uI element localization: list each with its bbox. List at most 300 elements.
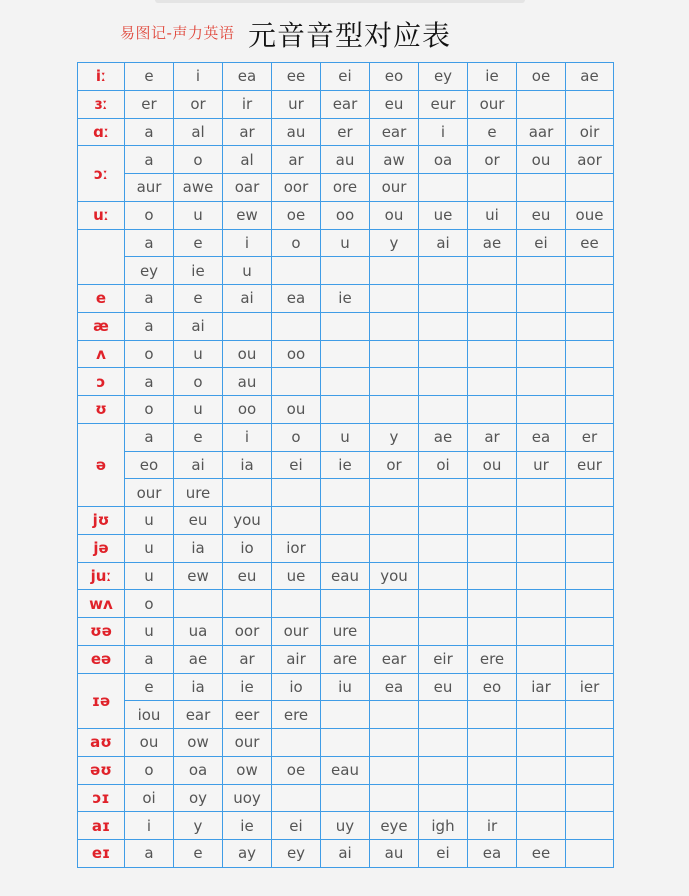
spelling-cell: ia (223, 451, 272, 479)
spelling-cell: ear (321, 90, 370, 118)
spelling-cell: al (223, 146, 272, 174)
spelling-cell (468, 257, 517, 285)
vowel-symbol-cell: ɪə (78, 673, 125, 729)
spelling-cell (468, 368, 517, 396)
spelling-cell (566, 590, 614, 618)
spelling-cell (419, 756, 468, 784)
spelling-cell (566, 479, 614, 507)
spelling-cell (272, 784, 321, 812)
header (0, 14, 689, 54)
vowel-symbol-cell: jʊ (78, 507, 125, 535)
table-row (78, 645, 614, 673)
table-row (78, 63, 614, 91)
spelling-cell (272, 590, 321, 618)
spelling-cell: o (125, 201, 174, 229)
spelling-cell: u (223, 257, 272, 285)
spelling-cell: a (125, 285, 174, 313)
spelling-cell: oir (566, 118, 614, 146)
spelling-cell: ae (468, 229, 517, 257)
spelling-cell: au (370, 840, 419, 868)
spelling-cell (321, 701, 370, 729)
spelling-cell: awe (174, 174, 223, 202)
spelling-cell: o (174, 368, 223, 396)
spelling-cell (566, 840, 614, 868)
spelling-cell (566, 507, 614, 535)
spelling-cell: ue (419, 201, 468, 229)
spelling-cell (566, 534, 614, 562)
spelling-cell (419, 729, 468, 757)
spelling-cell: a (125, 423, 174, 451)
table-row (78, 229, 614, 257)
table-row (78, 201, 614, 229)
spelling-cell: ia (174, 673, 223, 701)
spelling-cell: u (125, 562, 174, 590)
table-row (78, 118, 614, 146)
spelling-cell (566, 562, 614, 590)
spelling-cell: i (125, 812, 174, 840)
spelling-cell (321, 340, 370, 368)
spelling-cell: eu (517, 201, 566, 229)
spelling-cell: ia (174, 534, 223, 562)
spelling-cell: ie (468, 63, 517, 91)
table-row (78, 590, 614, 618)
spelling-cell: au (223, 368, 272, 396)
spelling-cell: a (125, 118, 174, 146)
table-row (78, 673, 614, 701)
spelling-cell: ear (370, 645, 419, 673)
spelling-cell: ir (223, 90, 272, 118)
spelling-cell: you (223, 507, 272, 535)
spelling-cell (321, 507, 370, 535)
spelling-cell: ie (223, 673, 272, 701)
spelling-cell: ai (174, 312, 223, 340)
vowel-symbol-cell: iː (78, 63, 125, 91)
spelling-cell (370, 257, 419, 285)
spelling-cell: a (125, 840, 174, 868)
spelling-cell: e (125, 63, 174, 91)
table-row (78, 812, 614, 840)
spelling-cell (566, 396, 614, 424)
spelling-cell: aw (370, 146, 419, 174)
spelling-cell: ee (517, 840, 566, 868)
spelling-cell (370, 507, 419, 535)
spelling-cell: ee (566, 229, 614, 257)
spelling-cell: oor (223, 618, 272, 646)
spelling-cell (419, 396, 468, 424)
spelling-cell: eu (223, 562, 272, 590)
spelling-cell: oo (272, 340, 321, 368)
table-row (78, 340, 614, 368)
spelling-cell: o (272, 229, 321, 257)
spelling-cell (370, 784, 419, 812)
spelling-cell (321, 479, 370, 507)
spelling-cell: er (321, 118, 370, 146)
spelling-cell: al (174, 118, 223, 146)
spelling-cell (566, 756, 614, 784)
spelling-cell (321, 534, 370, 562)
spelling-cell (419, 618, 468, 646)
spelling-cell: ei (419, 840, 468, 868)
spelling-cell: a (125, 645, 174, 673)
spelling-cell (566, 784, 614, 812)
spelling-cell: our (125, 479, 174, 507)
spelling-cell: our (223, 729, 272, 757)
spelling-cell (419, 174, 468, 202)
spelling-cell (370, 729, 419, 757)
spelling-cell: y (370, 229, 419, 257)
table-row (78, 312, 614, 340)
spelling-cell: ure (174, 479, 223, 507)
spelling-cell (517, 396, 566, 424)
spelling-cell: i (419, 118, 468, 146)
spelling-cell: iou (125, 701, 174, 729)
vowel-symbol-cell: ə (78, 423, 125, 506)
spelling-cell: ore (321, 174, 370, 202)
spelling-cell: oo (223, 396, 272, 424)
spelling-cell (468, 534, 517, 562)
spelling-cell: io (272, 673, 321, 701)
spelling-cell (566, 729, 614, 757)
spelling-cell: o (125, 396, 174, 424)
spelling-cell: e (174, 423, 223, 451)
spelling-cell: oy (174, 784, 223, 812)
spelling-cell: are (321, 645, 370, 673)
spelling-cell (419, 784, 468, 812)
spelling-cell (321, 368, 370, 396)
table-row (78, 701, 614, 729)
vowel-symbol-cell: uː (78, 201, 125, 229)
spelling-cell: air (272, 645, 321, 673)
spelling-cell (468, 312, 517, 340)
vowel-symbol-cell: ʊ (78, 396, 125, 424)
spelling-cell (566, 174, 614, 202)
spelling-cell: o (125, 340, 174, 368)
spelling-cell (272, 312, 321, 340)
spelling-cell (566, 645, 614, 673)
vowel-symbol-cell (78, 229, 125, 285)
table-row (78, 618, 614, 646)
spelling-cell: eye (370, 812, 419, 840)
spelling-cell: y (370, 423, 419, 451)
spelling-cell: ei (272, 451, 321, 479)
spelling-cell (566, 90, 614, 118)
spelling-cell: ea (468, 840, 517, 868)
spelling-cell: ea (272, 285, 321, 313)
vowel-symbol-cell: ɔ (78, 368, 125, 396)
spelling-cell: ie (321, 451, 370, 479)
spelling-cell: ou (125, 729, 174, 757)
vowel-symbol-cell: əʊ (78, 756, 125, 784)
spelling-cell (566, 340, 614, 368)
table-row (78, 562, 614, 590)
spelling-cell: uy (321, 812, 370, 840)
spelling-cell: o (272, 423, 321, 451)
spelling-cell (566, 701, 614, 729)
spelling-cell: eur (419, 90, 468, 118)
spelling-cell: ie (223, 812, 272, 840)
spelling-cell (517, 312, 566, 340)
spelling-cell (468, 701, 517, 729)
vowel-symbol-cell: eə (78, 645, 125, 673)
spelling-cell: e (468, 118, 517, 146)
spelling-cell: eu (370, 90, 419, 118)
spelling-cell: ow (223, 756, 272, 784)
spelling-cell (468, 479, 517, 507)
spelling-cell: igh (419, 812, 468, 840)
spelling-cell: e (174, 229, 223, 257)
spelling-cell: ere (272, 701, 321, 729)
spelling-cell: eau (321, 562, 370, 590)
spelling-cell (370, 396, 419, 424)
spelling-cell: eo (370, 63, 419, 91)
spelling-cell (468, 174, 517, 202)
spelling-cell (517, 285, 566, 313)
spelling-cell: our (370, 174, 419, 202)
spelling-cell (419, 312, 468, 340)
spelling-cell (468, 562, 517, 590)
spelling-cell: er (566, 423, 614, 451)
spelling-cell: you (370, 562, 419, 590)
spelling-cell: ai (419, 229, 468, 257)
spelling-cell (468, 784, 517, 812)
spelling-cell: y (174, 812, 223, 840)
spelling-cell (566, 812, 614, 840)
spelling-cell: oe (272, 756, 321, 784)
vowel-symbol-cell: ɑː (78, 118, 125, 146)
brand-label: 易图记-声力英语 (120, 24, 235, 42)
spelling-cell: o (174, 146, 223, 174)
spelling-cell (517, 534, 566, 562)
spelling-cell: au (272, 118, 321, 146)
spelling-cell: oo (321, 201, 370, 229)
spelling-cell: oa (174, 756, 223, 784)
spelling-cell: ei (517, 229, 566, 257)
spelling-cell (566, 368, 614, 396)
spelling-cell (419, 701, 468, 729)
spelling-cell: eu (174, 507, 223, 535)
spelling-cell (517, 701, 566, 729)
spelling-cell (272, 729, 321, 757)
spelling-cell: oi (419, 451, 468, 479)
spelling-cell (321, 257, 370, 285)
spelling-cell (566, 285, 614, 313)
spelling-cell (321, 396, 370, 424)
spelling-cell: o (125, 756, 174, 784)
spelling-cell: i (223, 229, 272, 257)
spelling-cell (370, 701, 419, 729)
spelling-cell: ae (174, 645, 223, 673)
spelling-cell: or (468, 146, 517, 174)
spelling-cell (223, 312, 272, 340)
spelling-cell: ie (321, 285, 370, 313)
spelling-cell: ua (174, 618, 223, 646)
spelling-cell: ow (174, 729, 223, 757)
vowel-symbol-cell: æ (78, 312, 125, 340)
spelling-cell: ar (223, 118, 272, 146)
spelling-cell (517, 479, 566, 507)
table-row (78, 784, 614, 812)
spelling-cell: a (125, 312, 174, 340)
vowel-symbol-cell: ɔɪ (78, 784, 125, 812)
spelling-cell (566, 618, 614, 646)
spelling-cell (419, 590, 468, 618)
spelling-cell (517, 590, 566, 618)
spelling-cell (517, 90, 566, 118)
spelling-cell (517, 174, 566, 202)
spelling-cell: ey (419, 63, 468, 91)
spelling-cell (468, 340, 517, 368)
table-row (78, 396, 614, 424)
top-scroll-indicator (155, 0, 525, 3)
spelling-cell: eer (223, 701, 272, 729)
vowel-symbol-cell: ʌ (78, 340, 125, 368)
spelling-cell: ae (566, 63, 614, 91)
spelling-cell: or (370, 451, 419, 479)
spelling-cell: our (272, 618, 321, 646)
spelling-cell: ier (566, 673, 614, 701)
spelling-cell: aor (566, 146, 614, 174)
spelling-cell (321, 784, 370, 812)
spelling-cell: ou (223, 340, 272, 368)
spelling-cell: er (125, 90, 174, 118)
spelling-cell: iu (321, 673, 370, 701)
spelling-cell (419, 257, 468, 285)
spelling-cell (517, 756, 566, 784)
spelling-cell: ue (272, 562, 321, 590)
spelling-cell: u (321, 229, 370, 257)
spelling-cell (517, 729, 566, 757)
spelling-cell: ai (174, 451, 223, 479)
spelling-cell: ou (517, 146, 566, 174)
spelling-cell: oa (419, 146, 468, 174)
spelling-cell (321, 312, 370, 340)
spelling-cell: eo (125, 451, 174, 479)
spelling-cell: oue (566, 201, 614, 229)
spelling-cell: o (125, 590, 174, 618)
spelling-cell (174, 590, 223, 618)
spelling-cell: u (321, 423, 370, 451)
spelling-cell (517, 618, 566, 646)
spelling-cell (517, 257, 566, 285)
spelling-cell (468, 285, 517, 313)
spelling-cell: ear (370, 118, 419, 146)
spelling-cell (468, 618, 517, 646)
spelling-cell: oe (517, 63, 566, 91)
spelling-cell: ie (174, 257, 223, 285)
spelling-cell: ai (321, 840, 370, 868)
spelling-cell: ar (468, 423, 517, 451)
spelling-cell (419, 285, 468, 313)
spelling-cell (419, 340, 468, 368)
spelling-cell: u (174, 396, 223, 424)
spelling-cell (566, 312, 614, 340)
table-row (78, 285, 614, 313)
spelling-cell: ae (419, 423, 468, 451)
spelling-cell (370, 618, 419, 646)
table-row (78, 479, 614, 507)
spelling-cell: oor (272, 174, 321, 202)
spelling-cell: ee (272, 63, 321, 91)
spelling-cell: ur (517, 451, 566, 479)
spelling-cell: oe (272, 201, 321, 229)
table-row (78, 729, 614, 757)
spelling-cell: uoy (223, 784, 272, 812)
spelling-cell: oi (125, 784, 174, 812)
table-row (78, 451, 614, 479)
spelling-cell (517, 562, 566, 590)
spelling-cell: ur (272, 90, 321, 118)
spelling-cell: ay (223, 840, 272, 868)
spelling-cell: aar (517, 118, 566, 146)
page-title: 元音音型对应表 (248, 19, 452, 52)
spelling-cell (517, 368, 566, 396)
spelling-cell (370, 590, 419, 618)
spelling-cell: ear (174, 701, 223, 729)
spelling-cell: ei (272, 812, 321, 840)
spelling-cell: e (125, 673, 174, 701)
spelling-cell (517, 507, 566, 535)
spelling-cell: ui (468, 201, 517, 229)
spelling-cell (419, 507, 468, 535)
spelling-cell: ir (468, 812, 517, 840)
spelling-cell: eu (419, 673, 468, 701)
vowel-symbol-cell: ɔː (78, 146, 125, 202)
spelling-cell: our (468, 90, 517, 118)
spelling-cell: a (125, 229, 174, 257)
spelling-cell: ure (321, 618, 370, 646)
spelling-cell (419, 368, 468, 396)
spelling-cell: ea (223, 63, 272, 91)
spelling-cell (419, 534, 468, 562)
spelling-cell: i (174, 63, 223, 91)
spelling-cell (272, 479, 321, 507)
table-row (78, 756, 614, 784)
spelling-cell: ea (517, 423, 566, 451)
spelling-cell: or (174, 90, 223, 118)
spelling-cell: ere (468, 645, 517, 673)
spelling-cell: ey (125, 257, 174, 285)
spelling-cell (517, 340, 566, 368)
table-row (78, 90, 614, 118)
spelling-cell (468, 729, 517, 757)
spelling-cell (370, 340, 419, 368)
spelling-cell (370, 534, 419, 562)
spelling-cell: ar (272, 146, 321, 174)
spelling-cell: eau (321, 756, 370, 784)
spelling-cell: ou (468, 451, 517, 479)
vowel-symbol-cell: jə (78, 534, 125, 562)
spelling-cell (272, 507, 321, 535)
spelling-cell (370, 756, 419, 784)
spelling-cell (272, 368, 321, 396)
table-row (78, 534, 614, 562)
spelling-cell: ey (272, 840, 321, 868)
vowel-symbol-cell: ɜː (78, 90, 125, 118)
spelling-cell (468, 396, 517, 424)
spelling-cell (566, 257, 614, 285)
spelling-cell (468, 507, 517, 535)
spelling-cell (321, 729, 370, 757)
table-row (78, 507, 614, 535)
spelling-cell: u (125, 507, 174, 535)
spelling-cell: iar (517, 673, 566, 701)
spelling-cell: ou (272, 396, 321, 424)
vowel-symbol-cell: eɪ (78, 840, 125, 868)
spelling-cell: u (174, 201, 223, 229)
spelling-cell: ou (370, 201, 419, 229)
spelling-cell (517, 645, 566, 673)
spelling-cell (517, 784, 566, 812)
